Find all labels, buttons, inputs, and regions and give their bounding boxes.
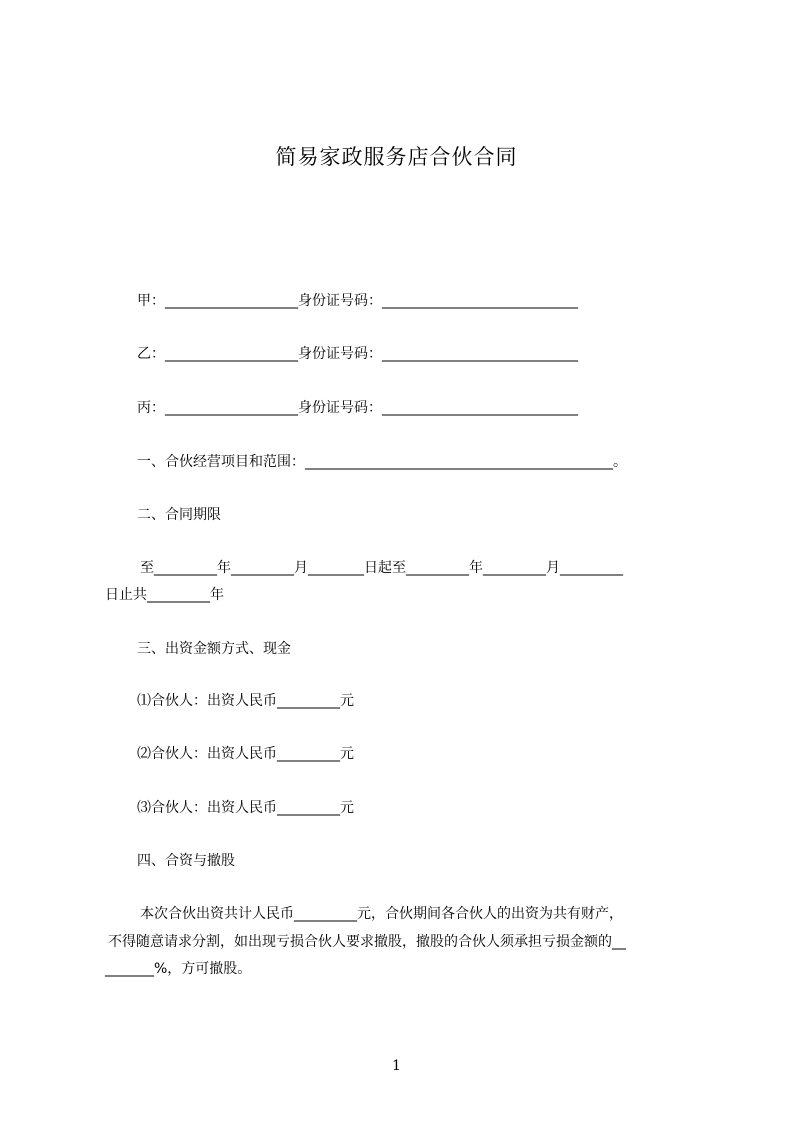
withdrawal-para-line-1: 本次合伙出资共计人民币_________元，合伙期间各合伙人的出资为共有财产，: [140, 906, 623, 922]
party-jia-line: 甲：___________________身份证号码：____________________________: [137, 293, 578, 309]
section-withdrawal-heading: 四、合资与撤股: [137, 853, 235, 869]
withdrawal-para-line-3: _______%，方可撤股。: [105, 961, 252, 977]
section-term-line-2: 日止共_________年: [105, 587, 224, 603]
capital-item-1: ⑴合伙人：出资人民币_________元: [137, 693, 354, 709]
section-term-heading: 二、合同期限: [137, 507, 221, 523]
page-number: 1: [392, 1058, 401, 1074]
capital-item-3: ⑶合伙人：出资人民币_________元: [137, 800, 354, 816]
section-term-line-1: 至_________年_________月________日起至_________年_________月_________: [140, 560, 623, 576]
party-bing-line: 丙：___________________身份证号码：____________________________: [137, 400, 578, 416]
document-title: 简易家政服务店合伙合同: [275, 145, 518, 169]
capital-item-2: ⑵合伙人：出资人民币_________元: [137, 746, 354, 762]
section-capital-heading: 三、出资金额方式、现金: [137, 641, 291, 657]
withdrawal-para-line-2: 不得随意请求分割，如出现亏损合伙人要求撤股，撤股的合伙人须承担亏损金额的__: [108, 934, 626, 950]
party-yi-line: 乙：___________________身份证号码：____________________________: [137, 346, 578, 362]
section-business-scope: 一、合伙经营项目和范围：____________________________________________。: [137, 454, 627, 470]
